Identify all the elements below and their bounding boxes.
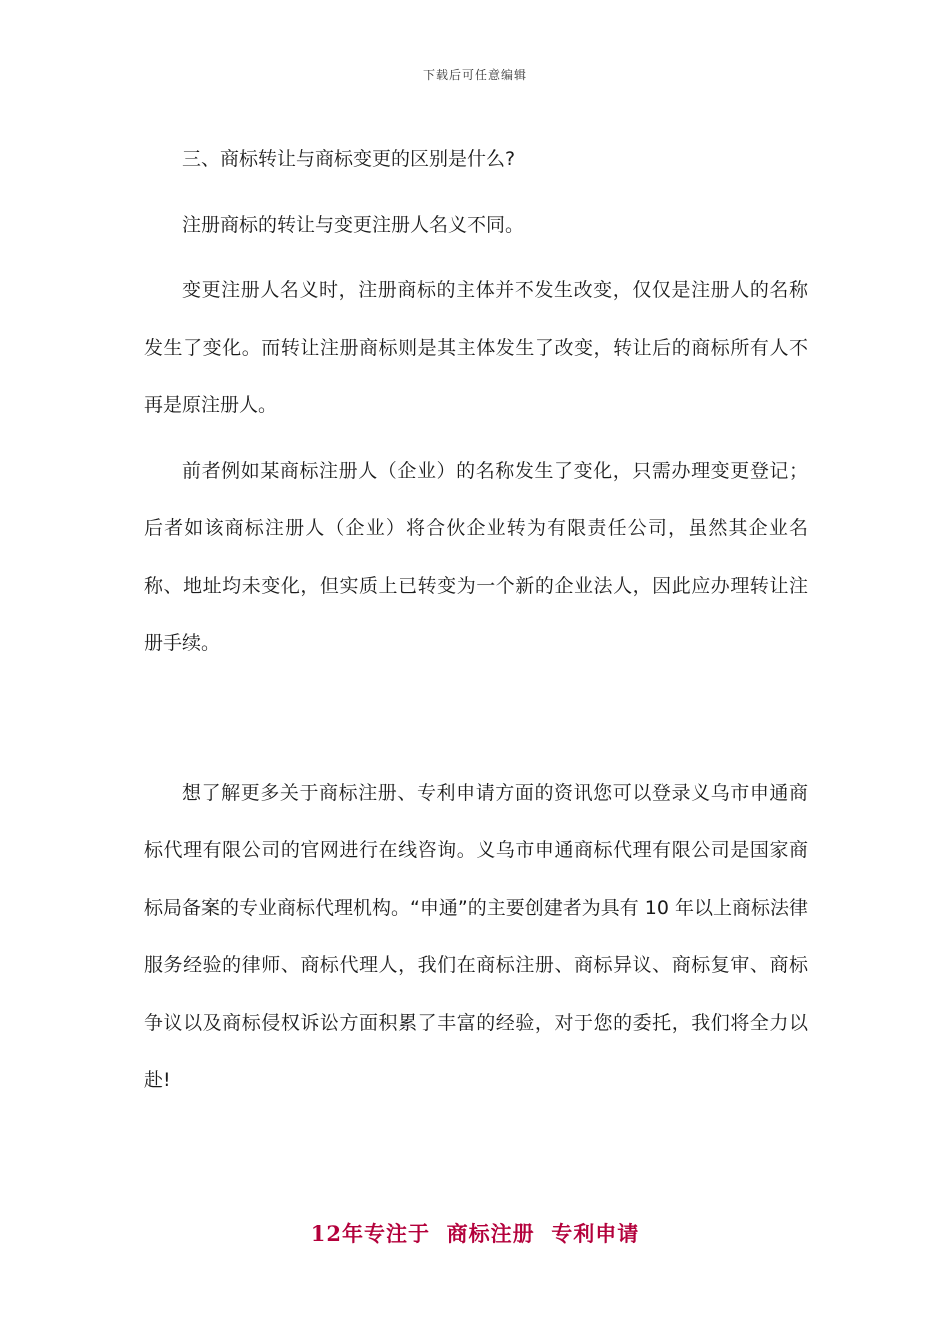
paragraph-example: 前者例如某商标注册人（企业）的名称发生了变化，只需办理变更登记；后者如该商标注册人（企业）将合伙企业转为有限责任公司，虽然其企业名称、地址均未变化，但实质上已转变为一个新的企业法人，因此应办理转让注册手续。: [144, 459, 808, 654]
paragraph-intro: 注册商标的转让与变更注册人名义不同。: [182, 213, 525, 236]
paragraph-name-change: 变更注册人名义时，注册商标的主体并不发生改变，仅仅是注册人的名称发生了变化。而转让注册商标则是其主体发生了改变，转让后的商标所有人不再是原注册人。: [144, 279, 808, 416]
document-body: [144, 131, 808, 1110]
footer-slogan: 12年专注于 商标注册 专利申请: [310, 1221, 640, 1246]
page-header-note: 下载后可任意编辑: [422, 68, 527, 82]
paragraph-promo: 想了解更多关于商标注册、专利申请方面的资讯您可以登录义乌市申通商标代理有限公司的官网进行在线咨询。义乌市申通商标代理有限公司是国家商标局备案的专业商标代理机构。“申通”的主要创建者为具有 10 年以上商标法律服务经验的律师、商标代理人，我们在商标注册、商标异议、商标复审、商标争议以及商标侵权诉讼方面积累了丰富的经验，对于您的委托，我们将全力以赴!: [144, 781, 808, 1091]
section-spacer: [144, 673, 808, 765]
section-heading: 三、商标转让与商标变更的区别是什么?: [182, 148, 516, 170]
